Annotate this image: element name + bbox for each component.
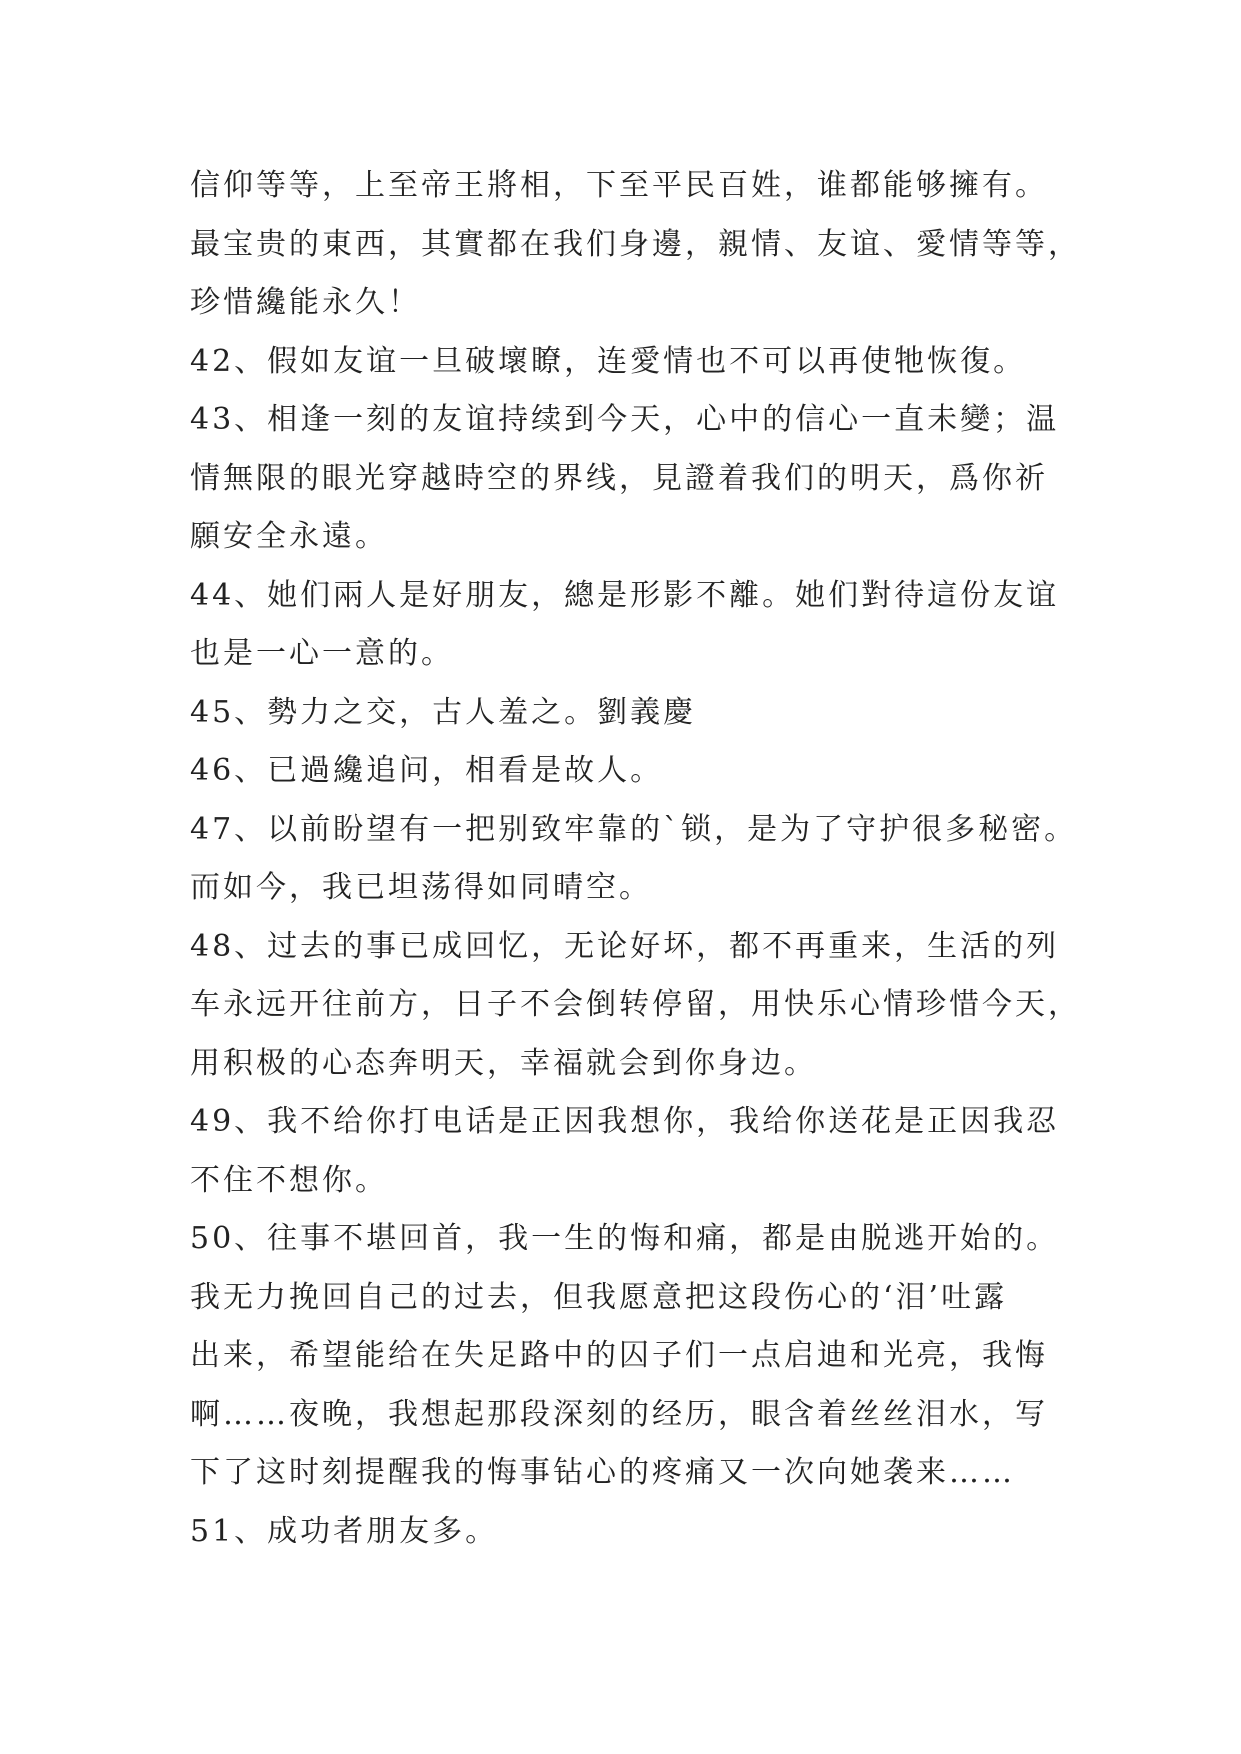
text-line: 啊……夜晚，我想起那段深刻的经历，眼含着丝丝泪水，写	[190, 1396, 1048, 1432]
text-line: 车永远开往前方，日子不会倒转停留，用快乐心情珍惜今天，	[190, 987, 1081, 1022]
text-line: 用积极的心态奔明天，幸福就会到你身边。	[190, 1045, 817, 1081]
text-line: 不住不想你。	[190, 1162, 388, 1198]
text-line: 也是一心一意的。	[190, 636, 454, 671]
text-line: 信仰等等，上至帝王將相，下至平民百姓，谁都能够擁有。	[190, 168, 1048, 203]
item-43: 43、相逢一刻的友谊持续到今天，心中的信心一直未變；温	[190, 402, 1060, 437]
text-line: 而如今，我已坦荡得如同晴空。	[190, 870, 652, 905]
text-line: 出来，希望能给在失足路中的囚子们一点启迪和光亮，我悔	[190, 1338, 1048, 1373]
item-46: 46、已過纔追问，相看是故人。	[190, 753, 664, 788]
item-48: 48、过去的事已成回忆，无论好坏，都不再重来，生活的列	[190, 928, 1060, 964]
item-51: 51、成功者朋友多。	[190, 1513, 499, 1549]
text-line: 願安全永遠。	[190, 519, 388, 554]
item-47: 47、以前盼望有一把别致牢靠的`锁，是为了守护很多秘密。	[190, 811, 1078, 847]
text-line: 最宝贵的東西，其實都在我们身邊，親情、友谊、愛情等等，	[190, 226, 1081, 262]
item-50: 50、往事不堪回首，我一生的悔和痛，都是由脱逃开始的。	[190, 1221, 1060, 1256]
item-42: 42、假如友谊一旦破壞瞭，连愛情也不可以再使牠恢復。	[190, 343, 1027, 379]
item-45: 45、勢力之交，古人羞之。劉義慶	[190, 694, 697, 730]
item-44: 44、她们兩人是好朋友，總是形影不離。她们對待這份友谊	[190, 577, 1060, 613]
text-line: 我无力挽回自己的过去，但我愿意把这段伤心的‘泪’吐露	[190, 1279, 1008, 1315]
text-line: 下了这时刻提醒我的悔事钻心的疼痛又一次向她袭来……	[190, 1455, 1015, 1490]
text-line: 珍惜纔能永久！	[190, 285, 421, 320]
body-text	[190, 157, 1090, 1561]
text-line: 情無限的眼光穿越時空的界线，見證着我们的明天，爲你祈	[190, 460, 1048, 496]
item-49: 49、我不给你打电话是正因我想你，我给你送花是正因我忍	[190, 1104, 1060, 1139]
